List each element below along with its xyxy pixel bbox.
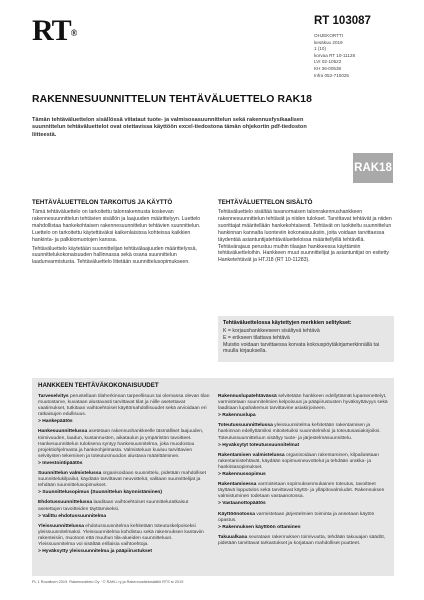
task-item [218,535,390,547]
task-name: Hankesuunnittelussa [38,429,88,435]
task-result: > Hankepäätös [38,419,73,425]
contents-text: Tehtäväluettelo sisältää tavanomaisen talonrakennushankkeen rakennesuunnittelun tehtävät ja niiden tulokset. Tarvittavat tehtävät ja niiden suorittajat määritellään hankekohtaisesti. Tehtävät on luokiteltu suunnittelun hankinnan kannalta luonteviin kokonaisuuksiin, joita voidaan tarvittaessa täydentää asiantuntijatehtäväluetteloissa määritellyillä tehtävillä. Tehtävärajaus perustuu muihin tilaajan hankkeessa käyttämiin tehtäväluetteloihin. Hankkeen muut suunnittelijat ja asiantuntijat on esitetty Hanketehtävät ja HTJ18 (RT 10-11283). [218,209,392,264]
tasks-heading: HANKKEEN TEHTÄVÄKOKONAISUUDET [38,382,159,389]
task-result: > Hyväksytyt toteutussuunnitelmat [218,442,300,448]
purpose-paragraph: Tehtäväluettelo käytetään suunnittelijan tehtävälaajuuden määrittelyssä, suunnittelukokonaisuuden hallinnassa sekä osana suunnittelun laadunvarmistusta. Tehtäväluettelo liitetään suunnittelusopimukseen. [32,245,197,266]
task-text: yleissuunnitelma kehitetään rakentamisen ja hankinnan edellyttämiksi mitoitetuiksi suunnitelmiksi ja toteutusasiakirjoiksi. Toteutussuunnitteluun sisältyy tuote- ja järjestelmäsuunnittelu. [218,423,381,441]
task-item [218,512,390,524]
meta-line: 1 (10) [314,46,327,52]
task-item [38,394,210,418]
logo-registered-mark: ® [70,28,77,38]
task-name: Toteutussuunnittelussa [218,423,273,429]
intro-text: Tämän tehtäväluettelon sisällössä viitataut tuote- ja valmisosasuunnittelun sekä rakennusfysikaalisen suunnittelun tehtäväluettelot ovat otettavissa käyttöön excel-tiedostona tämän ohjekortin pdf-tiedoston liitteestä. [32,117,307,138]
rt-logo [32,16,76,46]
task-text: varmistetaan järjestelmien toiminta ja annetaan käytön opastus. [218,511,375,523]
task-item [218,423,390,441]
task-result: > Valittu ehdotussuunnitelma [38,513,107,519]
task-result: > Hyväksytty yleissuunnitelma ja pääpiirustukset [38,549,153,555]
purpose-heading: TEHTÄVÄLUETTELON TARKOITUS JA KÄYTTÖ [32,199,173,206]
logo-text: RT [32,14,71,47]
task-text: organisoidaan rakentaminen, kilpailutetaan rakentamistehtävät, käydään sopimusneuvottelut ja tehdään urakka- ja hankintasopimukset. [218,452,379,470]
task-item [218,394,390,412]
doc-code: RT 103087 [314,15,371,27]
meta-line: korvaa RT 10-11128 [314,52,356,58]
task-text: seurataan rakennuksen toimivuutta, tehdään takuuajan säädöt, pidetään tarvittavat tarkastukset ja korjataan mahdolliset puutteet. [218,534,386,546]
meta-line: KH 36-00538 [314,65,342,71]
tasks-left-column [38,394,210,559]
contents-heading: TEHTÄVÄLUETTELON SISÄLTÖ [218,199,313,206]
meta-line: LVI 02-10522 [314,59,342,65]
task-result: > Suunnittelusopimus (Suunnittelun käynnistäminen) [38,490,163,496]
task-item [218,482,390,500]
legend-line: K = korjaushankkeeseen sisältyvä tehtävä [223,328,320,334]
task-name: Rakentamisessa [218,482,257,488]
task-name: Suunnittelun valmistelussa [38,471,102,477]
legend-line: Muistio voidaan tarvittaessa korvata kokouspöytäkirjamerkinnällä tai muulla kirjauksella. [223,341,379,355]
meta-line: Infra 052-710025 [314,72,349,78]
task-text: asetetaan rakennushankkeelle täsmälliset laajuuden, toimivuuden, laadun, kustannusten, aikataulun ja ympäristön tavoitteet. Hankesuunnittelun tuloksena syntyy hankesuunnitelma, joka muodostuu projektiohjelmasta ja hankeohjelmasta. Valmisteluun kuuluu tarvittavien selvitysten tekeminen ja toteutusmuodon alustava määrittäminen. [38,429,204,459]
task-item [38,429,210,459]
task-text: ehdotussuunnitelma kehitetään toteutuskelpoiseksi yleissuunnitelmaksi. Yleissuunnitelma kohdistuu sekä rakennuksen kantaviin rakenteisiin, muotoon että muuhun tila-alueiden suunnitteluun. Yleissuunnitelma voi sisältää erillaisia vaihtoehtoja. [38,523,204,547]
task-result: > Investointipäätös [38,460,83,466]
legend-heading: Tehtäväluettelossa käytettyjen merkkien selitykset: [223,320,352,326]
legend-box [218,316,394,362]
task-item [38,471,210,489]
legend-line: E = erikseen tilattava tehtävä [223,334,290,341]
task-name: Käyttöönotossa [218,511,255,517]
footer-text: PL 1 Rovalinen 2019. Rakennustieto Oy · © RAKLi ry ja Rakennustietosäätiö RTS sr 2019 [32,580,184,584]
rak18-badge: RAK18 [353,153,393,183]
task-name: Tarveselvitys [38,394,69,399]
task-result: > Vastaanottopäätös [218,501,266,507]
page-title: RAKENNESUUNNITTELUN TEHTÄVÄLUETTELO RAK18 [32,94,313,105]
task-text: selvitetään hankkeen edellyttämät lupamenettelyt, varmistetaan suunnitelmien kelpoisuus ja pääpiirustusten hyväksyttävyys sekä laaditaan lupahakemus tarvittavine asiakirjoineen. [218,394,388,412]
purpose-text [32,209,206,266]
meta-line: OHJEKORTTI [314,33,344,38]
tasks-right-column [218,394,390,547]
purpose-paragraph: Tämä tehtäväluettelo on tarkoitettu talonrakennusta koskevan rakennesuunnittelun tehtävien sisällön ja laajuuden määrittelyyn. Luettelo mahdollistaa hankekohtaisen rakennesuunnittelun tehtävien suunnittelun. Luettelo on tarkoitettu käytettäväksi kaikenlaisissa kohteissa kaikkien hankinta- ja palkkiomuotojen kanssa. [32,209,201,243]
task-text: organisoidaan suunnittelu, pidetään mahdolliset suunnittelukilpailut, käydään tarvittavat neuvottelut, valitaan suunnittelijat ja tehdään suunnittelusopimukset. [38,471,207,489]
task-result: > Rakennussopimus [218,472,266,478]
task-text: perustellaan tilaherkinnan tarpeellisuus tai olemassa olevan tilan muutostarve, kuvataan alustavasti tarvittavat tilat ja niille asetettavat vaatimukset, tutkitaan vaihtoehtoiset käyttömahdollisuudet sekä arvioidaan eri ratkaisujen edullisuus. [38,394,210,418]
task-result: > Rakennuslupa [218,413,256,419]
task-name: Ehdotussuunnittelussa [38,500,93,506]
task-name: Yleissuunnittelussa [38,523,84,529]
task-item [38,524,210,548]
task-name: Rakennuslupatehtävässä [218,394,277,399]
task-text: laaditaan vaihtoehtoiset suunnitteluratkaisut asetettujen tavoitteiden täyttämiseksi. [38,500,189,512]
task-name: Takuualkana [218,534,248,540]
doc-meta [314,33,355,79]
task-item [218,453,390,471]
task-item [38,500,210,512]
task-text: varmistetaan sopimuksenmukainen toteutus, tavoitteet täyttävä lopputulos sekä tarvittavat käyttö- ja ylläpitovalmiudet. Rakennuksen valmistuminen todetaan vastaanotossa. [218,482,385,500]
task-name: Rakentamisen valmistelussa [218,452,285,458]
meta-line: kesäkuu 2019 [314,39,343,45]
task-result: > Rakennuksen käyttöön ottaminen [218,524,301,530]
